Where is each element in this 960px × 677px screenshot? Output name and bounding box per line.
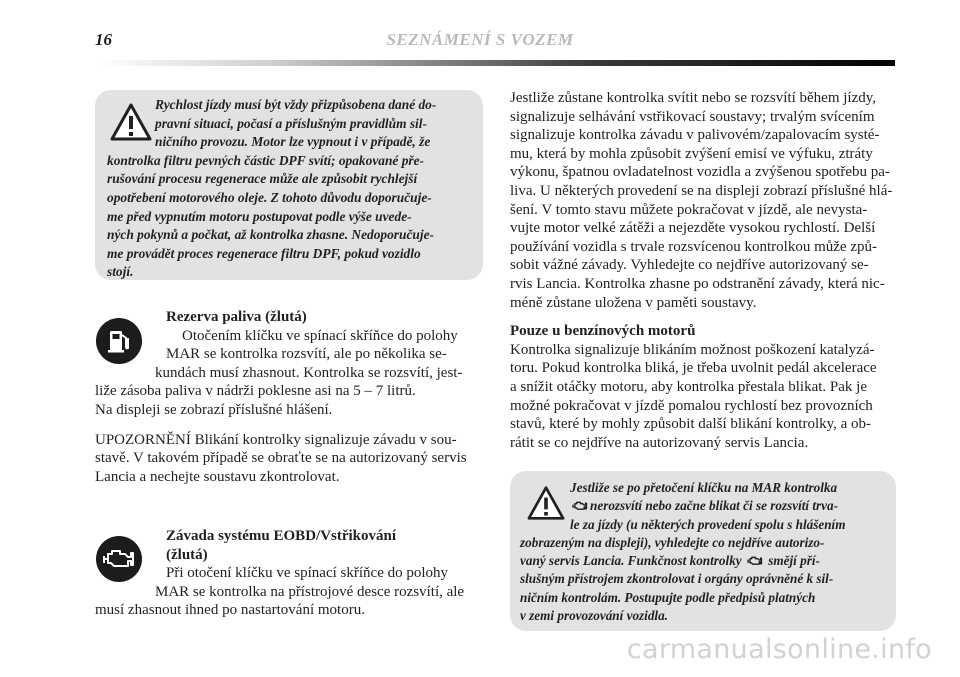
warning-box-dpf	[95, 90, 483, 280]
warning-text-span: nerozsvítí nebo začne blikat či se rozsvítí trva-	[590, 498, 838, 514]
warning-box-eobd	[510, 471, 896, 631]
warning-line	[520, 552, 886, 570]
fuel-reserve-heading: Rezerva paliva (žlutá)	[166, 309, 307, 325]
watermark: carmanualsonline.info	[626, 634, 932, 665]
warning-line: pravní situaci, počasí a příslušným pravidlům sil-	[155, 115, 427, 131]
warning-line: rušování procesu regenerace může ale způsobit rychlejší	[107, 171, 418, 187]
text-line: vujte motor velké zátěži a nejezděte vysokou rychlostí. Delší	[510, 220, 876, 237]
warning-line: zobrazeným na displeji), vyhledejte co nejdříve autorizo-	[520, 534, 825, 550]
warning-line: slušným přístrojem zkontrolovat i orgány oprávněné k sil-	[520, 571, 834, 587]
text-line: rátit se co nejdříve na autorizovaný servis Lancia.	[510, 434, 809, 451]
text-line: UPOZORNĚNÍ Blikání kontrolky signalizuje závadu v sou-	[95, 431, 457, 448]
warning-line: ných pokynů a počkat, až kontrolka zhasne. Nedoporučuje-	[107, 227, 434, 243]
warning-line: stojí.	[107, 264, 134, 280]
text-line: možné pokračovat v jízdě pomalou rychlostí bez provozních	[510, 397, 873, 414]
engine-check-icon	[747, 555, 763, 567]
warning-line: le za jízdy (u některých provedení spolu s hlášením	[570, 516, 846, 532]
eobd-heading: (žlutá)	[166, 546, 208, 563]
warning-line: me provádět proces regenerace filtru DPF, pokud vozidlo	[107, 245, 421, 261]
text-line: liva. U některých provedení se na displeji zobrazí příslušné hlá-	[510, 182, 893, 199]
text-line: Jestliže zůstane kontrolka svítit nebo se rozsvítí během jízdy,	[510, 90, 877, 106]
text-line: rvis Lancia. Kontrolka zhasne po odstranění závady, která nic-	[510, 275, 885, 292]
text-line: liže zásoba paliva v nádrži poklesne asi na 5 – 7 litrů.	[95, 383, 416, 400]
text-line: a snížit otáčky motoru, aby kontrolka přestala blikat. Pak je	[510, 378, 867, 395]
warning-line	[520, 497, 886, 515]
text-line: musí zhasnout ihned po nastartování motoru.	[95, 602, 365, 619]
page-number: 16	[95, 30, 112, 49]
warning-line: Rychlost jízdy musí být vždy přizpůsobena dané do-	[155, 97, 437, 112]
warning-line: Jestliže se po přetočení klíčku na MAR kontrolka	[570, 480, 838, 495]
text-line: sobit vážné závady. Vyhledejte co nejdříve autorizovaný se-	[510, 257, 869, 274]
eobd-heading: Závada systému EOBD/Vstřikování	[166, 528, 397, 544]
warning-text	[520, 479, 886, 625]
warning-line: ničního provozu. Motor lze vypnout i v případě, že	[155, 134, 431, 150]
text-line: toru. Pokud kontrolka bliká, je třeba uvolnit pedál akcelerace	[510, 360, 877, 377]
text-line: Otočením klíčku ve spínací skříňce do polohy	[182, 327, 458, 344]
warning-text-span: smějí pří-	[768, 553, 820, 569]
text-line: stavě. V takovém případě se obraťte se na autorizovaný servis	[95, 450, 467, 467]
warning-line: v zemi provozování vozidla.	[520, 608, 668, 624]
section-title: SEZNÁMENÍ S VOZEM	[386, 30, 574, 49]
text-line: signalizuje kontrolka závadu v palivovém/zapalovacím systé-	[510, 127, 880, 144]
warning-text	[107, 96, 473, 282]
text-line: Při otočení klíčku ve spínací skříňce do polohy	[166, 565, 449, 582]
header-rule	[95, 60, 895, 66]
warning-line: me před vypnutím motoru postupovat podle výše uvede-	[107, 208, 412, 224]
text-line: stavů, které by mohly způsobit další blikání kontrolky, a ob-	[510, 416, 872, 433]
eobd-section	[95, 527, 478, 620]
fuel-reserve-section	[95, 308, 478, 486]
text-line: méně zůstane uložena v paměti soustavy.	[510, 294, 757, 311]
right-column	[510, 89, 895, 452]
engine-check-icon	[572, 500, 588, 512]
text-line: signalizuje selhávání vstřikovací soustavy; trvalým svícením	[510, 108, 875, 125]
text-line: kundách musí zhasnout. Kontrolka se rozsvítí, jest-	[155, 364, 463, 381]
warning-line: kontrolka filtru pevných částic DPF svítí; opakované pře-	[107, 152, 425, 168]
text-line: používání vozidla s trvale rozsvícenou kontrolkou může způ-	[510, 238, 877, 255]
text-line: výkonu, špatnou ovladatelnost vozidla a zvýšenou spotřebu pa-	[510, 164, 890, 181]
warning-text-span: vaný servis Lancia. Funkčnost kontrolky	[520, 553, 742, 569]
text-line: Kontrolka signalizuje blikáním možnost poškození katalyzá-	[510, 341, 875, 358]
text-line: mu, která by mohla způsobit zvýšení emisí ve výfuku, ztráty	[510, 145, 873, 162]
warning-line: ničním kontrolám. Postupujte podle předpisů platných	[520, 589, 816, 605]
warning-line: opotřebení motorového oleje. Z tohoto důvodu doporučuje-	[107, 189, 432, 205]
text-line: Lancia a nechejte soustavu zkontrolovat.	[95, 468, 340, 485]
text-line: Na displeji se zobrazí příslušné hlášení.	[95, 401, 333, 418]
text-line: MAR se kontrolka na přístrojové desce rozsvítí, ale	[155, 583, 465, 600]
text-line: MAR se kontrolka rozsvítí, ale po několika se-	[166, 346, 447, 363]
text-line: šení. V tomto stavu můžete pokračovat v jízdě, ale nevysta-	[510, 201, 868, 218]
petrol-heading: Pouze u benzínových motorů	[510, 323, 696, 340]
